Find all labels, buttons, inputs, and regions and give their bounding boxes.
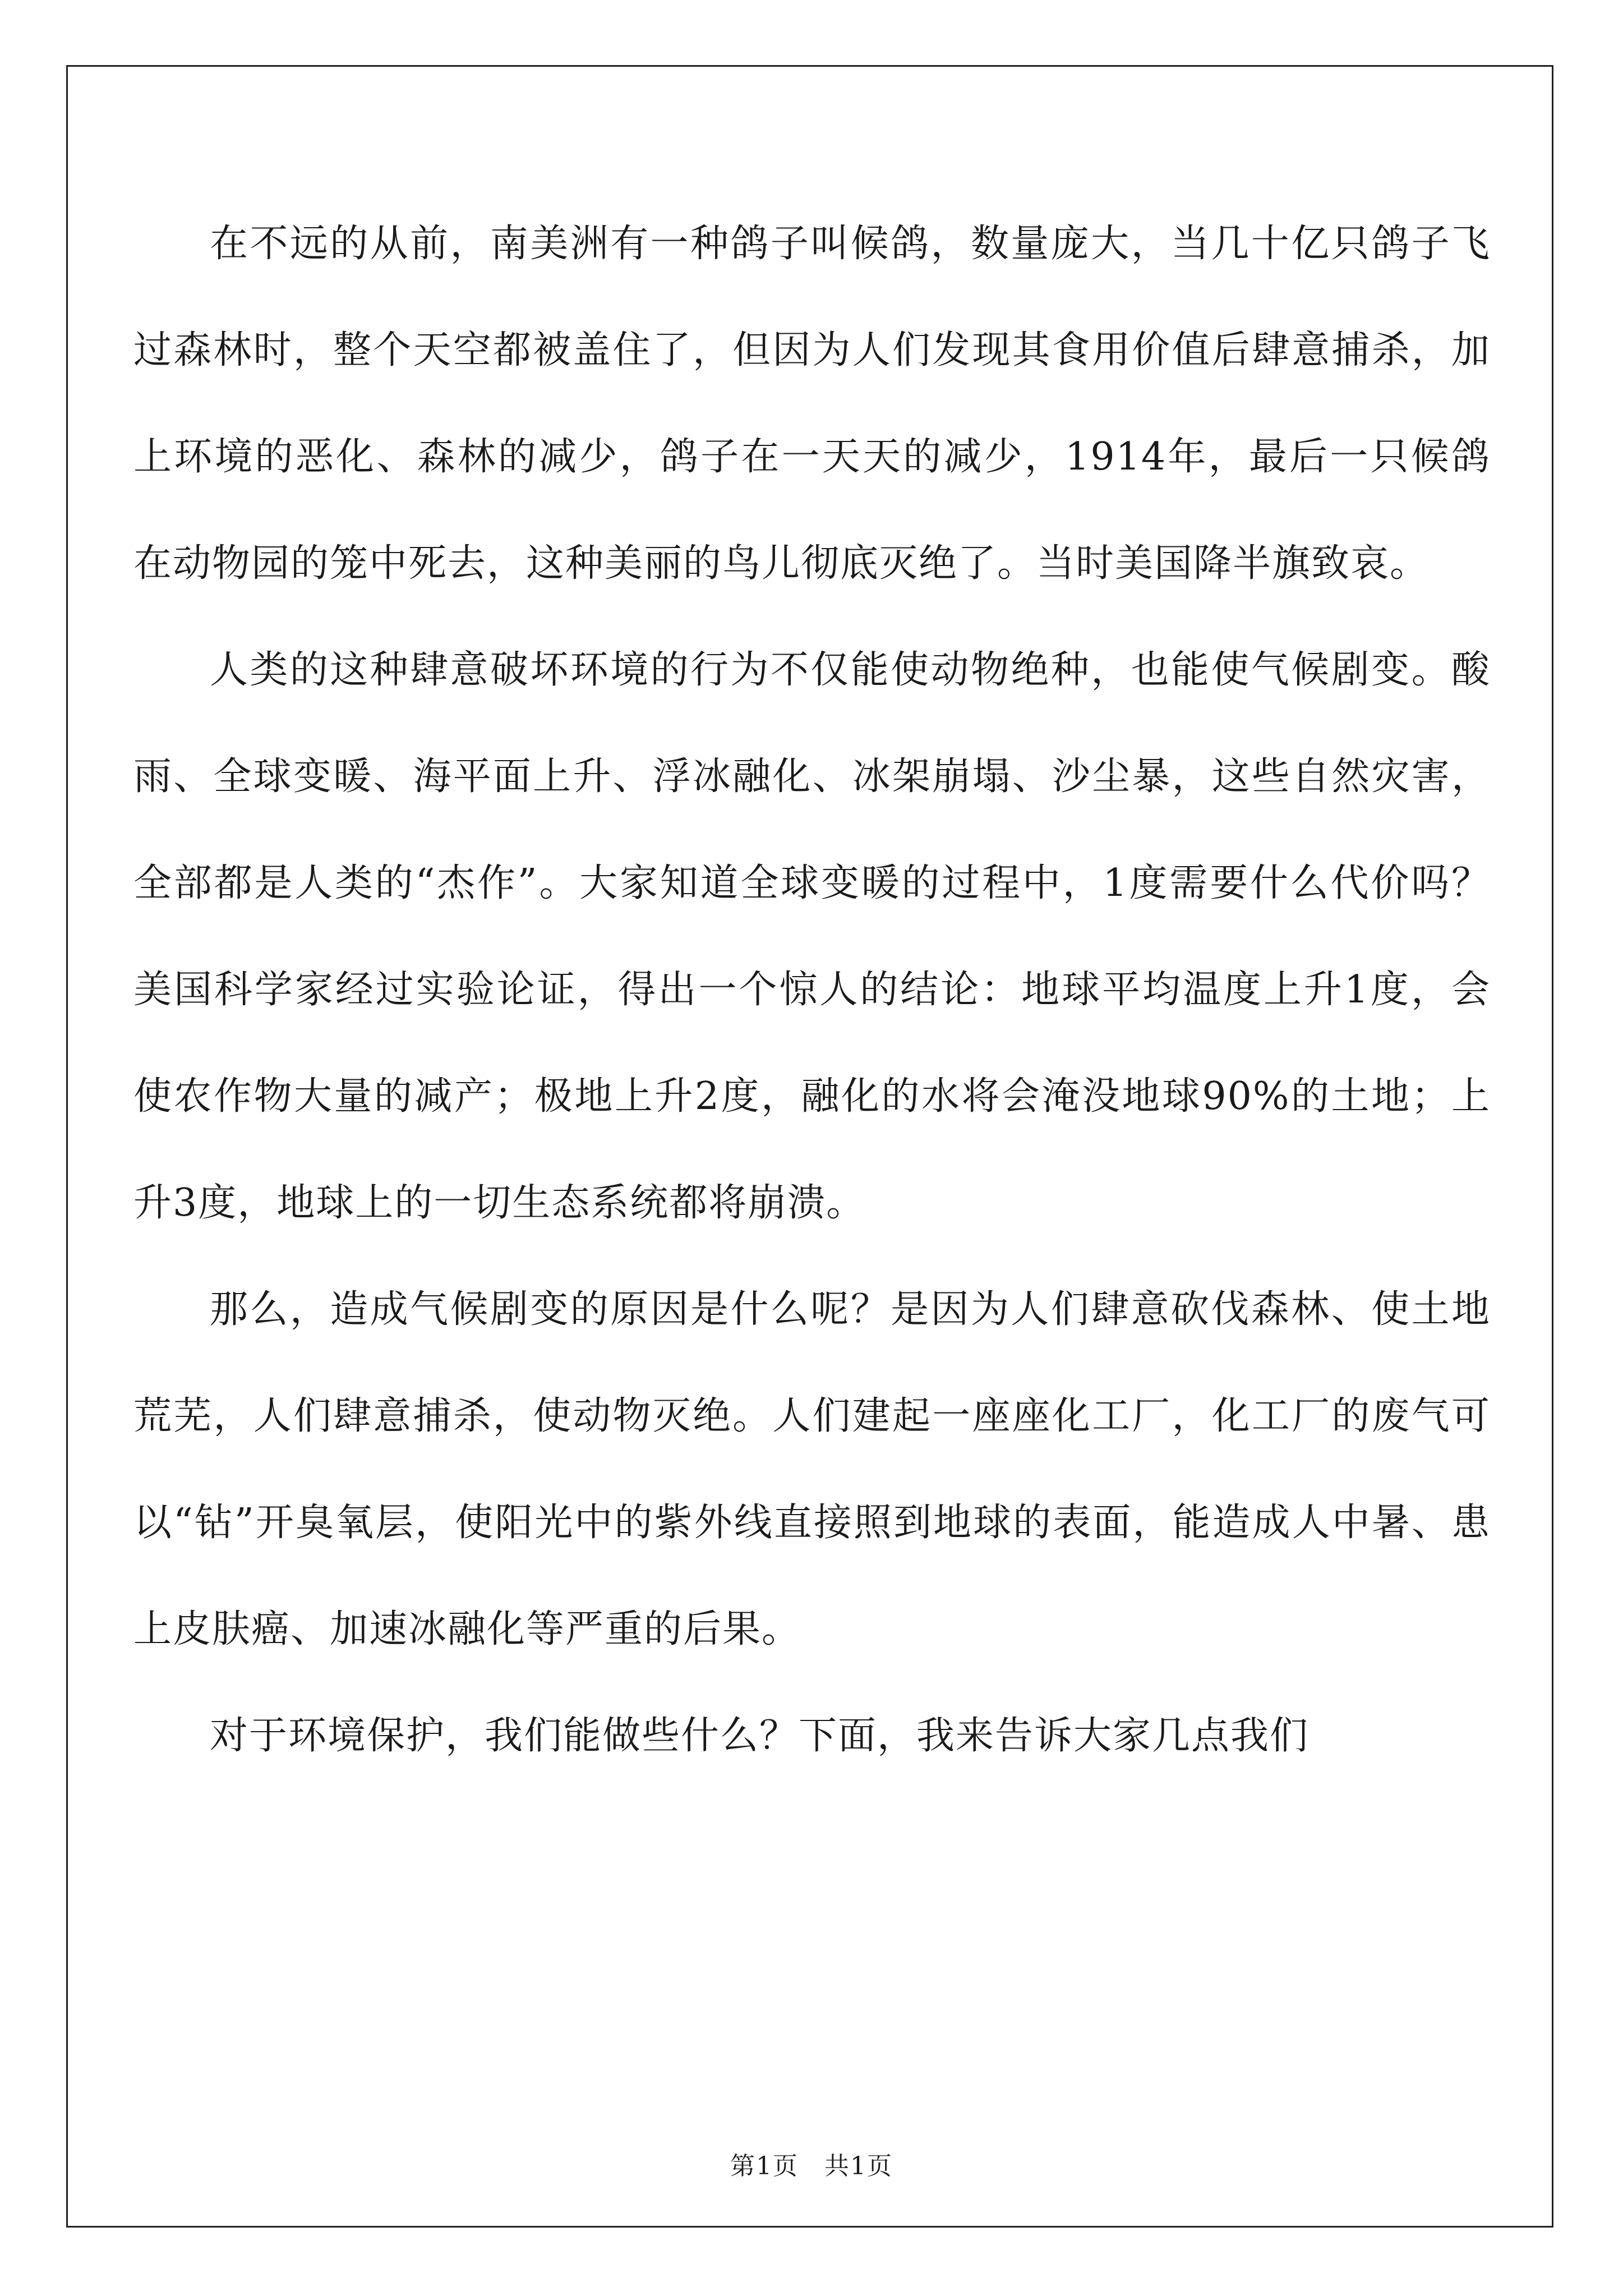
paragraph-2: 人类的这种肆意破坏环境的行为不仅能使动物绝种，也能使气候剧变。酸雨、全球变暖、海平面上升、浮冰融化、冰架崩塌、沙尘暴，这些自然灾害，全部都是人类的“杰作”。大家知道全球变暖的过程中，1度需要什么代价吗？美国科学家经过实验论证，得出一个惊人的结论：地球平均温度上升1度，会使农作物大量的减产；极地上升2度，融化的水将会淹没地球90%的土地；上升3度，地球上的一切生态系统都将崩溃。 [133,648,1491,1225]
page-footer: 第1页 共1页 [730,2152,893,2180]
paragraph-3: 那么，造成气候剧变的原因是什么呢？是因为人们肆意砍伐森林、使土地荒芜，人们肆意捕杀，使动物灭绝。人们建起一座座化工厂，化工厂的废气可以“钻”开臭氧层，使阳光中的紫外线直接照到地球的表面，能造成人中暑、患上皮肤癌、加速冰融化等严重的后果。 [133,1287,1491,1651]
paragraph-1: 在不远的从前，南美洲有一种鸽子叫候鸽，数量庞大，当几十亿只鸽子飞过森林时，整个天空都被盖住了，但因为人们发现其食用价值后肆意捕杀，加上环境的恶化、森林的减少，鸽子在一天天的减少，1914年，最后一只候鸽在动物园的笼中死去，这种美丽的鸟儿彻底灭绝了。当时美国降半旗致哀。 [133,222,1491,586]
paragraph-4: 对于环境保护，我们能做些什么？下面，我来告诉大家几点我们 [210,1714,1310,1758]
document-body [133,191,1491,1789]
